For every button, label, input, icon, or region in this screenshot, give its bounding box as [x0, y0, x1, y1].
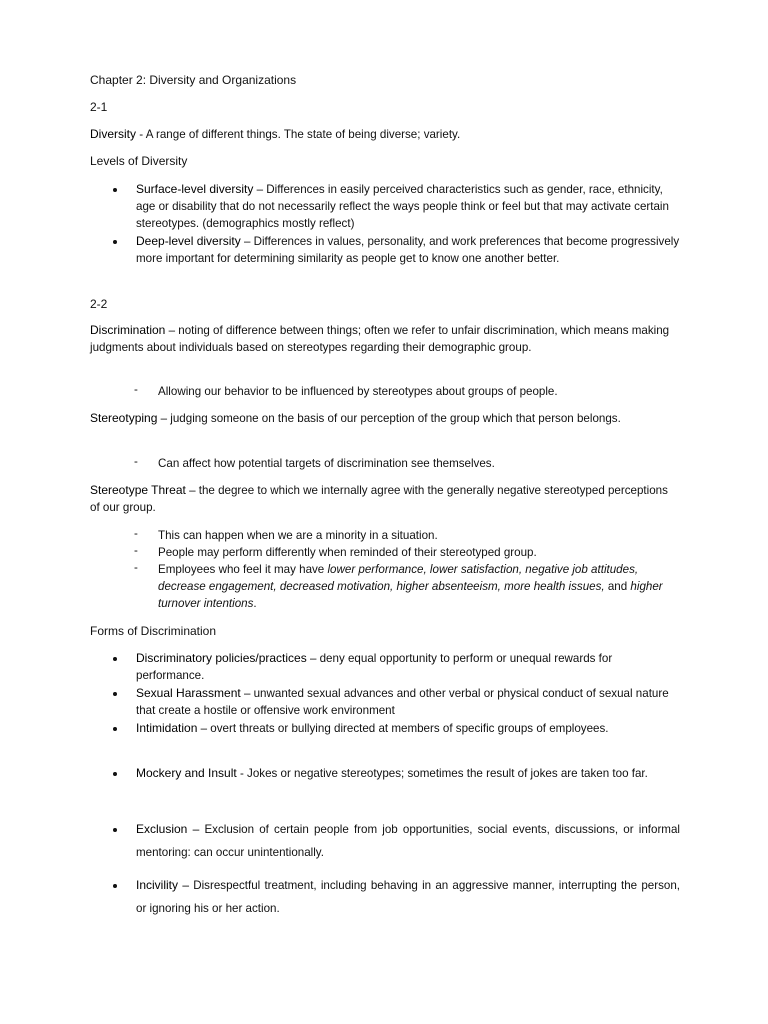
- threat-note: This can happen when we are a minority in a situation.: [158, 529, 438, 542]
- bullet-icon: [113, 657, 117, 661]
- dash-icon: -: [134, 561, 138, 574]
- stereotype-threat-definition: Stereotype Threat – the degree to which we internally agree with the generally negative stereotyped perceptions of our group.: [90, 483, 668, 514]
- diversity-definition: Diversity - A range of different things. The state of being diverse; variety.: [90, 127, 461, 141]
- form-term: Mockery and Insult: [136, 766, 237, 780]
- chapter-title: Chapter 2: Diversity and Organizations: [90, 73, 297, 87]
- bullet-icon: [113, 884, 117, 888]
- surface-level-term: Surface-level diversity: [136, 182, 254, 196]
- threat-note: People may perform differently when reminded of their stereotyped group.: [158, 546, 537, 559]
- list-item: Surface-level diversity – Differences in easily perceived characteristics such as gender, race, ethnicity, age or disability that do not necessarily reflect the ways people think or feel but that may activate certain stereotypes. (demographics mostly reflect): [136, 182, 669, 230]
- levels-heading: Levels of Diversity: [90, 154, 188, 168]
- dash-icon: -: [134, 544, 138, 557]
- form-term: Exclusion –: [136, 822, 200, 836]
- stereotyping-note: Can affect how potential targets of discrimination see themselves.: [158, 457, 495, 470]
- list-item: Intimidation – overt threats or bullying directed at members of specific groups of employees.: [136, 721, 609, 735]
- forms-heading: Forms of Discrimination: [90, 624, 217, 638]
- bullet-icon: [113, 772, 117, 776]
- list-item: Sexual Harassment – unwanted sexual advances and other verbal or physical conduct of sexual nature that create a hostile or offensive work environment: [136, 686, 669, 717]
- form-term: Discriminatory policies/practices: [136, 651, 307, 665]
- threat-effects: Employees who feel it may have lower performance, lower satisfaction, negative job attitudes, decrease engagement, decreased motivation, higher absenteeism, more health issues, and higher turnover intentions.: [158, 563, 663, 610]
- deep-level-term: Deep-level diversity: [136, 234, 241, 248]
- list-item: Discriminatory policies/practices – deny equal opportunity to perform or unequal rewards for performance.: [136, 651, 613, 682]
- discrimination-note: Allowing our behavior to be influenced by stereotypes about groups of people.: [158, 385, 558, 398]
- bullet-icon: [113, 188, 117, 192]
- list-item: Incivility – Disrespectful treatment, including behaving in an aggressive manner, interrupting the person, or ignoring his or her action.: [136, 878, 680, 915]
- section-2-1-label: 2-1: [90, 100, 108, 114]
- dash-icon: -: [134, 455, 138, 468]
- list-item: Mockery and Insult - Jokes or negative stereotypes; sometimes the result of jokes are taken too far.: [136, 766, 648, 780]
- form-term: Intimidation: [136, 721, 198, 735]
- discrimination-term: Discrimination: [90, 323, 166, 337]
- bullet-icon: [113, 240, 117, 244]
- bullet-icon: [113, 692, 117, 696]
- form-term: Sexual Harassment: [136, 686, 241, 700]
- diversity-term: Diversity: [90, 127, 137, 141]
- section-2-2-label: 2-2: [90, 297, 108, 311]
- diversity-def: A range of different things. The state of being diverse; variety.: [145, 128, 461, 141]
- bullet-icon: [113, 727, 117, 731]
- stereotyping-term: Stereotyping: [90, 411, 158, 425]
- discrimination-definition: Discrimination – noting of difference between things; often we refer to unfair discrimination, which means making judgments about individuals based on stereotypes regarding their demographic group.: [90, 323, 670, 354]
- stereotype-threat-term: Stereotype Threat: [90, 483, 186, 497]
- dash-icon: -: [134, 383, 138, 396]
- list-item: Deep-level diversity – Differences in values, personality, and work preferences that become progressively more important for determining similarity as people get to know one another better.: [136, 234, 680, 265]
- bullet-icon: [113, 828, 117, 832]
- list-item: Exclusion – Exclusion of certain people from job opportunities, social events, discussions, or informal mentoring: can occur unintentionally.: [136, 822, 680, 859]
- dash-icon: -: [134, 527, 138, 540]
- stereotyping-definition: Stereotyping – judging someone on the basis of our perception of the group which that person belongs.: [90, 411, 621, 425]
- form-term: Incivility –: [136, 878, 190, 892]
